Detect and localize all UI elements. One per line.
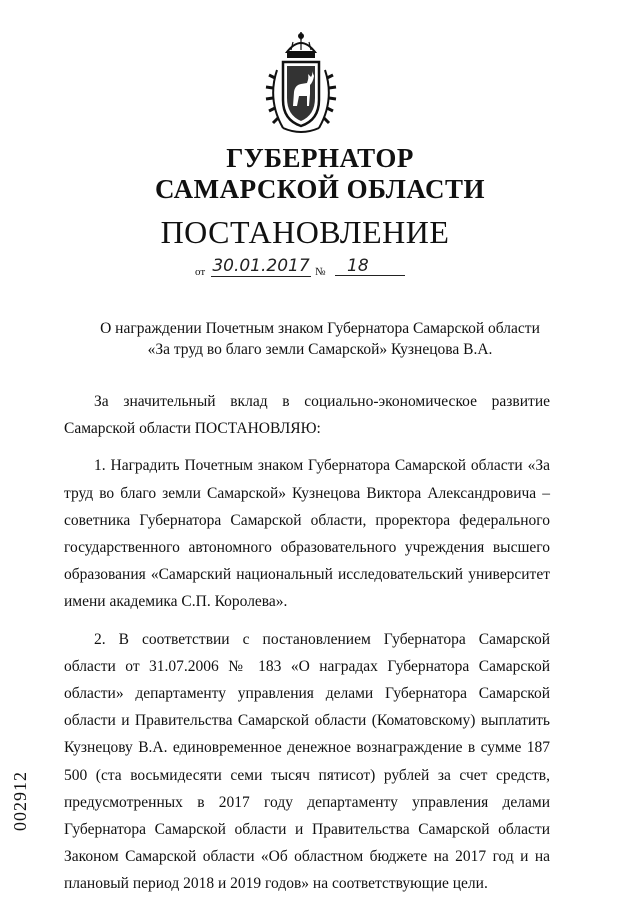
number-label: №	[315, 266, 326, 278]
document-body	[64, 388, 550, 898]
date-number-row	[195, 256, 415, 282]
issuer-title-line2: САМАРСКОЙ ОБЛАСТИ	[154, 174, 486, 204]
body-item-2: 2. В соответствии с постановлением Губернатора Самарской области от 31.07.2006 № 183 «О наградах Губернатора Самарской области» департаменту управления делами Губернатора Самарской области и Правительства Самарской области (Коматовскому) выплатить Кузнецову В.А. единовременное денежное вознаграждение в сумме 187 500 (ста восьмидесяти семи тысяч пятисот) рублей за счет средств, предусмотренных в 2017 году департаменту управления делами Губернатора Самарской области и Правительства Самарской области Законом Самарской области «Об областном бюджете на 2017 год и на плановый период 2018 и 2019 годов» на соответствующие цели.	[64, 630, 550, 893]
body-intro: За значительный вклад в социально-экономическое развитие Самарской области ПОСТАНОВЛЯЮ:	[64, 393, 550, 438]
subject-line1: О награждении Почетным знаком Губернатора Самарской области	[100, 320, 540, 337]
document-subject	[40, 318, 600, 360]
document-date: 30.01.2017	[212, 256, 310, 276]
margin-serial-number: 002912	[10, 771, 30, 831]
subject-line2: «За труд во благо земли Самарской» Кузнецова В.А.	[147, 341, 493, 358]
date-label: от	[195, 266, 206, 278]
coat-of-arms-icon	[263, 30, 339, 140]
issuer-title-line1: ГУБЕРНАТОР	[226, 143, 414, 173]
document-type: ПОСТАНОВЛЕНИЕ	[160, 214, 450, 250]
body-item-1: 1. Наградить Почетным знаком Губернатора Самарской области «За труд во благо земли Самарской» Кузнецова Виктора Александровича – советника Губернатора Самарской области, проректора федерального государственного автономного образовательного учреждения высшего образования «Самарский национальный исследовательский университет имени академика С.П. Королева».	[64, 457, 550, 611]
document-number: 18	[335, 256, 405, 276]
